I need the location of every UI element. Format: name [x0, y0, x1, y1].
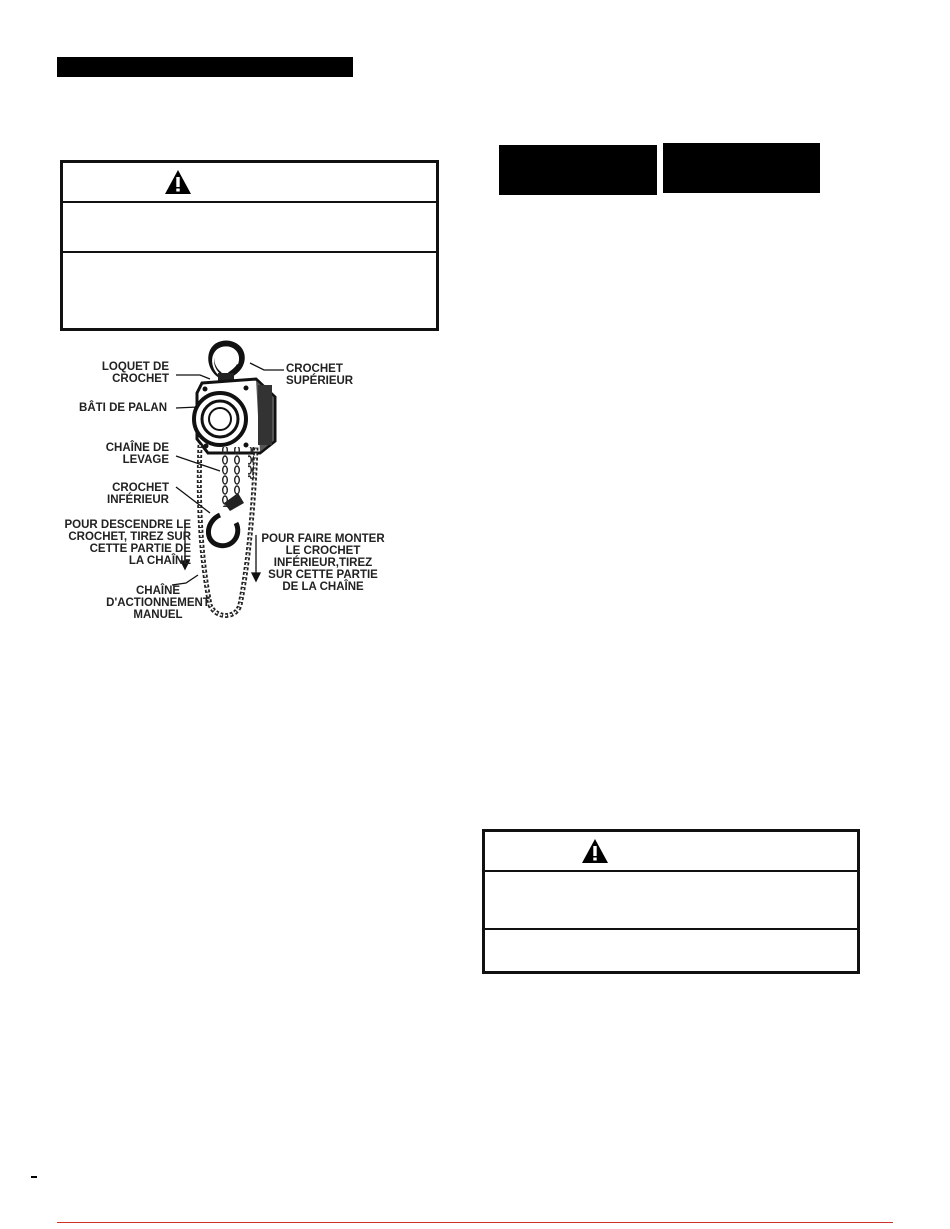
- label-hand-chain: CHAÎNE D'ACTIONNEMENT MANUEL: [106, 585, 210, 621]
- label-hook-latch: LOQUET DE CROCHET: [101, 361, 169, 385]
- hoist-body: [194, 379, 275, 453]
- language-tab-right: [663, 143, 820, 193]
- warning-box-2: [482, 829, 860, 974]
- top-hook: [211, 344, 242, 383]
- label-top-hook: CROCHET SUPÉRIEUR: [286, 363, 354, 387]
- warning-box-2-header: [485, 832, 857, 872]
- page-marker: [31, 1176, 37, 1178]
- warning-box-1: [60, 160, 439, 331]
- section-title-bar: [57, 57, 353, 77]
- warning-triangle-icon: [164, 169, 192, 195]
- label-bottom-hook: CROCHET INFÉRIEUR: [107, 482, 169, 506]
- label-hoist-body: BÂTI DE PALAN: [79, 402, 167, 414]
- warning-box-2-row-2: [485, 928, 857, 974]
- warning-box-1-row-2: [63, 253, 436, 331]
- warning-box-1-row-1: [63, 201, 436, 253]
- language-tab-left: [499, 145, 657, 195]
- label-load-chain: CHAÎNE DE LEVAGE: [105, 442, 169, 466]
- warning-box-1-header: [63, 163, 436, 203]
- warning-box-2-row-1: [485, 870, 857, 930]
- footer-rule: [57, 1222, 893, 1223]
- label-lower-instruction: POUR DESCENDRE LE CROCHET, TIREZ SUR CETTE PARTIE DE LA CHAÎNE: [64, 519, 191, 567]
- label-raise-instruction: POUR FAIRE MONTER LE CROCHET INFÉRIEUR,TIREZ SUR CETTE PARTIE DE LA CHAÎNE: [261, 533, 385, 593]
- pull-arrows: [181, 523, 260, 581]
- warning-triangle-icon: [581, 838, 609, 864]
